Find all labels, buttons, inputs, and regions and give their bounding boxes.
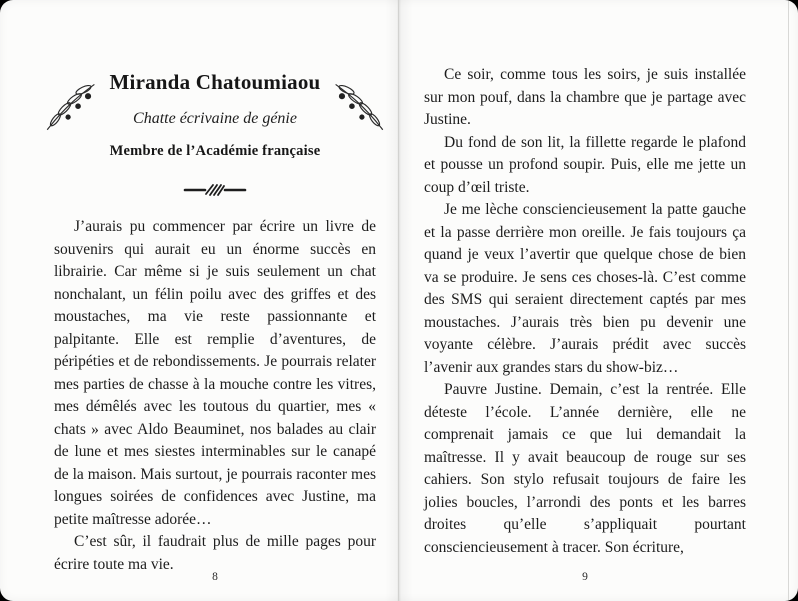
chapter-subtitle: Chatte écrivaine de génie <box>133 110 297 127</box>
calligraphic-twist-divider-icon <box>183 182 247 198</box>
paragraph: Pauvre Justine. Demain, c’est la rentrée. Elle déteste l’école. L’année dernière, elle ne comprenait jamais ce que lui demandait la maîtresse. Il y avait beaucoup de rouge sur ses cahiers. Son stylo refusait toujours de faire les jolies boucles, l’arrondi des ponts et les barres droites qu’elle s’appliquait pourtant consciencieusement à tracer. Son écriture, <box>424 381 746 556</box>
chapter-affiliation: Membre de l’Académie française <box>109 143 321 159</box>
olive-branch-icon <box>332 78 390 138</box>
paragraph: C’est sûr, il faudrait plus de mille pages pour écrire toute ma vie. <box>54 533 376 573</box>
left-page-body <box>54 216 376 576</box>
paragraph: J’aurais pu commencer par écrire un livre de souvenirs qui aurait eu un énorme succès en librairie. Car même si je suis seulement un chat nonchalant, un félin poilu avec des griffes et des moustaches, ma vie reste passionnante et palpitante. Elle est remplie d’aventures, de péripéties et de rebondissements. Je pourrais relater mes parties de chasse à la mouche contre les vitres, mes démêlés avec les toutous du quartier, mes « chats » avec Aldo Beauminet, nos balades au clair de lune et mes siestes interminables sur le canapé de la maison. Mais surtout, je pourrais raconter mes longues soirées de confidences avec Justine, ma petite maîtresse adorée… <box>54 218 376 528</box>
page-number-left: 8 <box>212 571 218 583</box>
chapter-title: Miranda Chatoumiaou <box>109 70 321 94</box>
right-page-body <box>424 64 746 559</box>
right-page <box>424 0 746 601</box>
page-gutter-line <box>398 0 399 601</box>
page-edge-line <box>788 0 789 601</box>
olive-branch-icon <box>40 78 98 138</box>
left-page <box>54 0 376 601</box>
paragraph: Du fond de son lit, la fillette regarde le plafond et pousse un profond soupir. Puis, elle me jette un coup d’œil triste. <box>424 133 746 196</box>
page-number-right: 9 <box>582 571 588 583</box>
paragraph: Ce soir, comme tous les soirs, je suis installée sur mon pouf, dans la chambre que je partage avec Justine. <box>424 66 746 128</box>
chapter-header <box>54 70 376 198</box>
paragraph: Je me lèche consciencieusement la patte gauche et la passe derrière mon oreille. Je fais toujours ça quand je veux l’avertir que quelque chose de bien va se produire. Je sens ces choses-là. C’est comme des SMS qui seraient directement captés par mes moustaches. J’aurais très bien pu devenir une voyante célèbre. J’aurais prédit avec succès l’avenir aux grandes stars du show-biz… <box>424 201 746 376</box>
